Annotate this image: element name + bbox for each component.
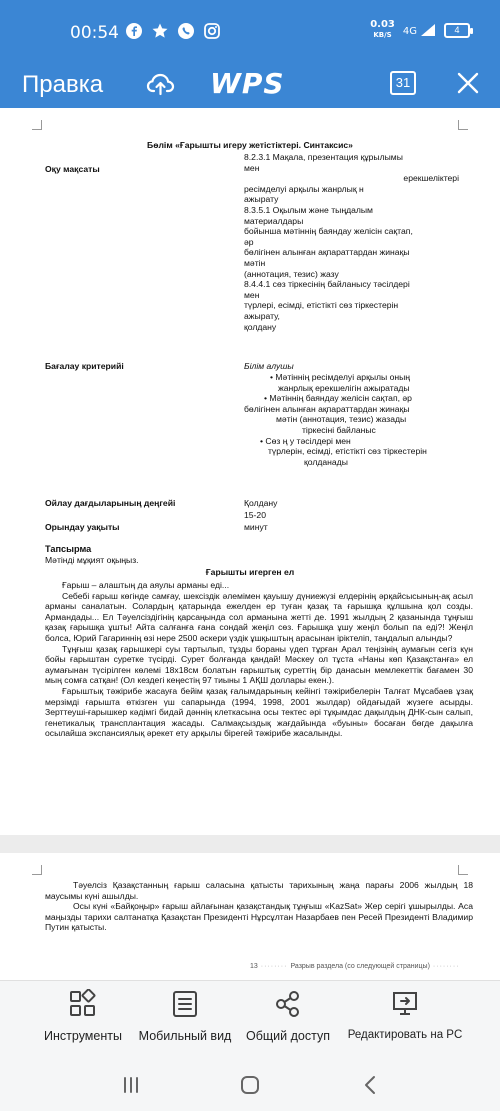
section-heading: Бөлім «Ғарышты игеру жетістіктері. Синтаксис» xyxy=(147,140,353,150)
notification-icons xyxy=(125,22,221,40)
thinking-value: Қолдану xyxy=(244,498,278,508)
section-break: 13 ········ Разрыв раздела (со следующей страницы) ········ xyxy=(250,963,460,970)
status-bar xyxy=(0,0,500,60)
section-break-label: Разрыв раздела (со следующей страницы) xyxy=(290,963,430,970)
text-title: Ғарышты игерген ел xyxy=(205,567,295,577)
page-corner-mark xyxy=(458,865,468,875)
criteria-text: • Мәтіннің ресімделуі арқылы оның жанрлық ерекшелігін ажыратады • Мәтіннің баяндау желісін сақтап, әр бөлігінен алынған ақпараттардан жинақы мәтін (аннотация, тезис) жазады тіркесіні байланыс • Сөз ң у тәсілдері мен түрлерін, есімді, етістікті сөз тіркестерін қолданады xyxy=(244,372,427,467)
time-label: Орындау уақыты xyxy=(45,522,120,532)
article-text-continued: Тәуелсіз Қазақстанның ғарыш саласына қатысты тарихының жаңа парағы 2006 жылдың 18 маусымы күні ашылды. Осы күні «Байқоңыр» ғарыш айлағынан қазақстандық тұңғыш «KazSat» Жер серігі ұшырылды. Аса маңызды тарихи салтанатқа Қазақстан Президенті Нұрсұлтан Назарбаев пен Ресей Президенті Владимир Путин қатысты. xyxy=(45,880,473,933)
network-speed xyxy=(370,20,395,40)
home-icon[interactable] xyxy=(239,1074,261,1096)
document-viewport[interactable] xyxy=(0,108,500,980)
page-number: 13 xyxy=(250,963,258,970)
share-button[interactable] xyxy=(238,989,338,1043)
signal-icon xyxy=(403,23,436,37)
task-label: Тапсырма xyxy=(45,544,92,554)
network-speed-unit: KB/S xyxy=(373,31,392,39)
instagram-icon xyxy=(203,22,221,40)
wps-logo: WPS xyxy=(210,67,285,100)
page-corner-mark xyxy=(32,865,42,875)
document-page xyxy=(0,853,500,980)
bottom-action-bar xyxy=(0,980,500,1060)
battery-icon xyxy=(444,23,470,38)
page-count-button[interactable]: 31 xyxy=(390,71,416,95)
menu-icon[interactable] xyxy=(120,1074,142,1096)
mobile-view-button[interactable] xyxy=(136,989,234,1043)
mobile-view-label: Мобильный вид xyxy=(138,1029,232,1043)
tools-label: Инструменты xyxy=(44,1029,122,1043)
time-value-unit: минут xyxy=(244,522,268,532)
tools-button[interactable] xyxy=(36,989,130,1043)
edit-on-pc-icon xyxy=(390,989,420,1019)
share-icon xyxy=(273,989,303,1019)
article-text: Ғарыш – алаштың да аяулы арманы еді... Себебі ғарыш көгінде самғау, шексіздік әлемімен қауышу дүниежүзі елдерінің әрқайсысының-ақ асыл арманы саналатын. Солардың қатарында ежелден ер туған қазақ та ғарышқа құлшына қол созды. Армандады... Ел Тәуелсіздігінің қарсаңында сол арманына жетті де. 1991 жылдың 2 қазанында тұңғыш қазақ ғарышқа ұшты! Айта салғанға ғана сондай жеңіл сөз. Ғарышқа ұшу жеңіл болып па еді?! Жеңіл болса, Юрий Гагариннің өзі нере 2500 әскери үздік ұшқыштың арасынан іріктеліп, таңдалып алынды? Тұңғыш қазақ ғарышкері суы тартылып, тұзды бораны үдеп тұрған Арал теңізінің аумағын сегіз күн бойы ғарыштан суретке түсірді. Сурет болғанда қандай! Мәскеу ол тұста «Наны көп Қазақстанға» ел аумағынан түсірілген көлемі 18х18см болатын ғарыштық суреттің бір данасын мемлекеттік бағамен 30 мың сомға сатқан! (Ол кездегі кеңестің 97 тиыны 1 АҚШ доллары екен.). Ғарыштық тәжірибе жасауға бейім қазақ ғалымдарының кейінгі тәжірибелерін Талғат Мұсабаев ұзақ мерзімді ғарышта өткізген үш сапарында (1994, 1998, 2001 жылдар) ойдағыдай жүзеге асырды. Зерттеуші-ғарышкер кәдімгі бидай дәннің клеткасына осы тектес әрі тұқымдас дақылдың ДНК-сын салып, генетикалық трансплантация жасады. Салмақсыздық жағдайында «буыны» босаған бөгде дақылға осылайша экспансиялық әрекет ету арқылы бірегей тәжірибе жасалынды. xyxy=(45,580,473,739)
share-label: Общий доступ xyxy=(246,1029,330,1043)
battery-level: 4 xyxy=(454,24,460,35)
status-time: 00:54 xyxy=(70,23,119,43)
page-corner-mark xyxy=(32,120,42,130)
cloud-upload-icon[interactable] xyxy=(145,68,177,100)
page-corner-mark xyxy=(458,120,468,130)
goal-text: 8.2.3.1 Мақала, презентация құрылымы мен ерекшеліктері ресімделуі арқылы жанрлық н ажырату 8.3.5.1 Оқылым және тыңдалым материалдары бойынша мәтіннің баяндау желісін сақтап, әр бөлігінен алынған ақпараттардан жинақы мәтін (аннотация, тезис) жазу 8.4.4.1 сөз тіркесінің байланысу тәсілдері мен түрлері, есімді, етістікті сөз тіркестерін ажырату, қолдану xyxy=(244,152,459,332)
network-speed-value: 0.03 xyxy=(370,19,395,30)
edit-on-pc-label: Редактировать на PC xyxy=(347,1029,463,1041)
goal-label: Оқу мақсаты xyxy=(45,164,100,174)
mobile-view-icon xyxy=(170,989,200,1019)
edit-on-pc-button[interactable] xyxy=(343,989,467,1041)
criteria-label: Бағалау критерийі xyxy=(45,361,124,371)
network-type: 4G xyxy=(402,26,417,37)
system-nav-bar xyxy=(0,1060,500,1111)
close-icon[interactable] xyxy=(453,68,483,98)
edit-title[interactable]: Правка xyxy=(22,71,104,98)
time-value-number: 15-20 xyxy=(244,510,266,520)
criteria-intro: Білім алушы xyxy=(244,361,294,371)
task-text: Мәтінді мұқият оқыңыз. xyxy=(45,555,139,565)
app-toolbar xyxy=(0,60,500,108)
status-right xyxy=(370,20,470,40)
document-page xyxy=(0,108,500,835)
facebook-icon xyxy=(125,22,143,40)
thinking-label: Ойлау дағдыларының деңгейі xyxy=(45,498,176,508)
back-icon[interactable] xyxy=(360,1074,382,1096)
tools-icon xyxy=(68,989,98,1019)
star-icon xyxy=(151,22,169,40)
viber-icon xyxy=(177,22,195,40)
